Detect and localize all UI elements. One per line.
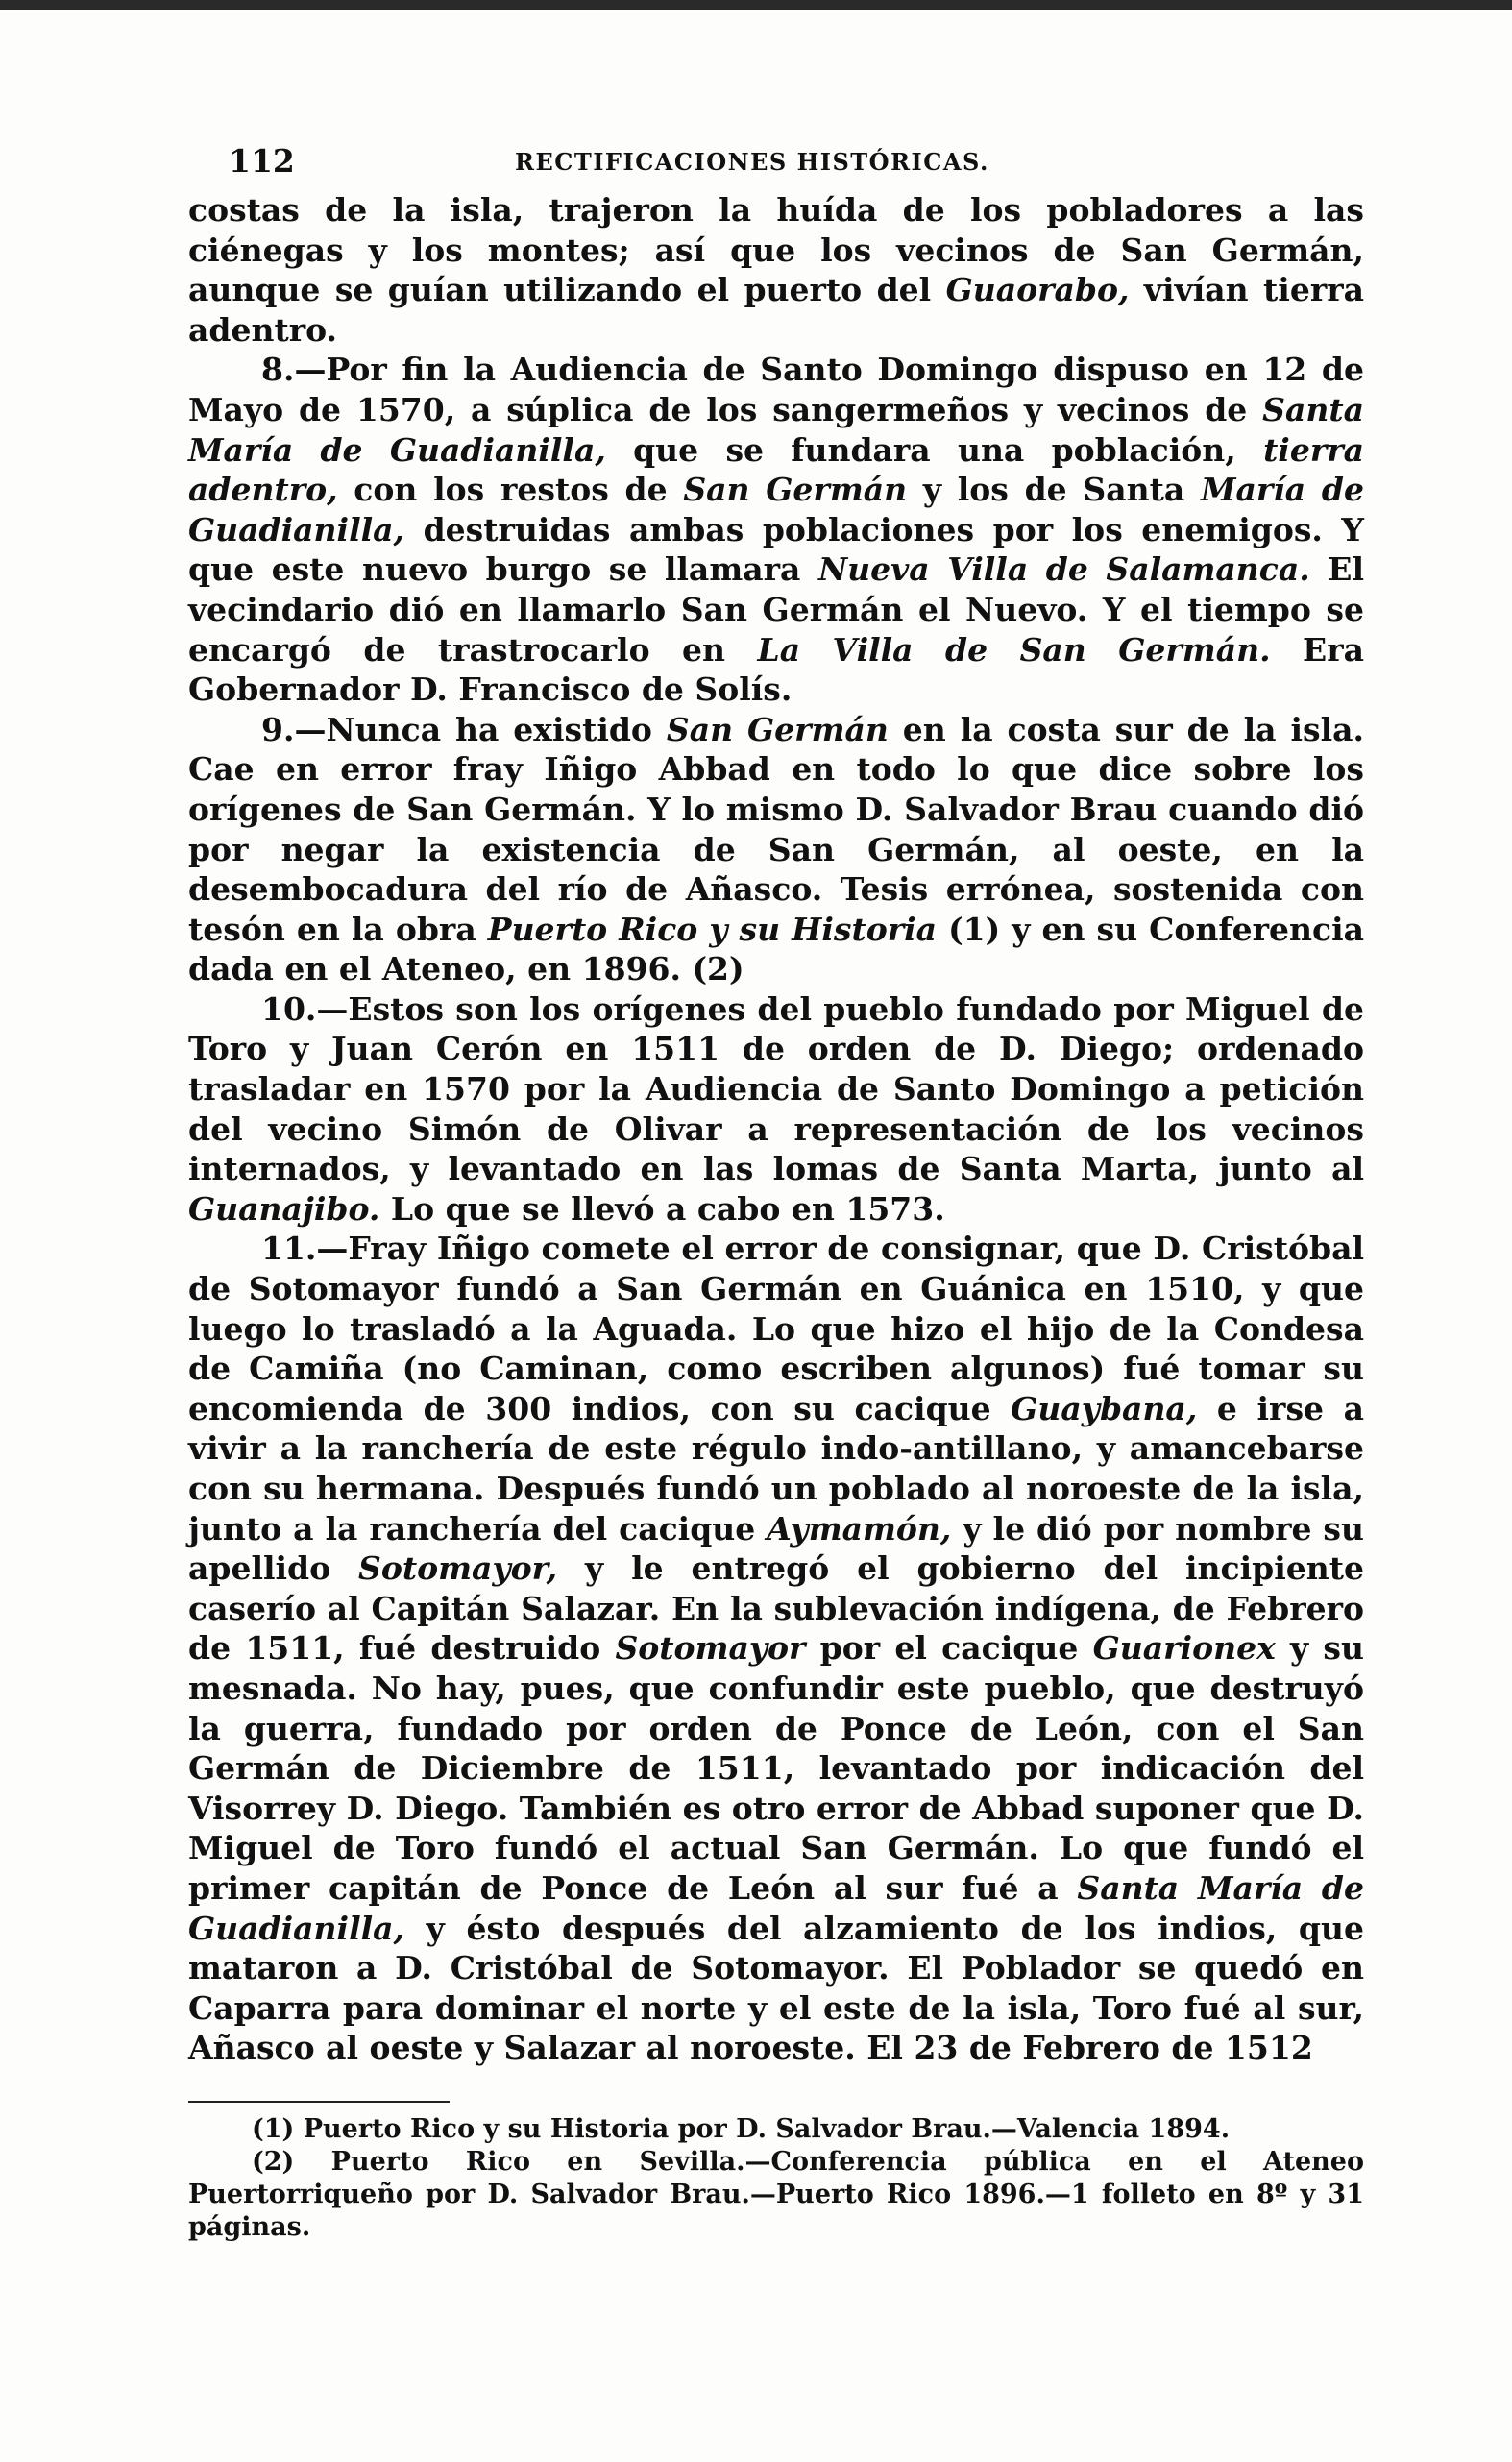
text-span: y los de Santa bbox=[907, 471, 1201, 509]
italic-span: Sotomayor bbox=[615, 1629, 806, 1668]
italic-span: Puerto Rico y su Historia bbox=[487, 910, 938, 948]
text-span: con los restos de bbox=[337, 471, 684, 509]
body-text bbox=[188, 190, 1364, 2068]
italic-span: Guanajibo. bbox=[188, 1189, 380, 1228]
text-span: 11.—Fray Iñigo comete el error de consignar, que D. Cristóbal de Sotomayor fundó a San Germán en Guánica en 1510, y que luego lo trasladó a la Aguada. Lo que hizo el hijo de la Condesa de Camiña (no Caminan, como escriben algunos) fué tomar su encomienda de 300 indios, con su cacique bbox=[188, 1230, 1364, 1427]
italic-span: Guarionex bbox=[1092, 1629, 1276, 1668]
paragraph bbox=[188, 350, 1364, 709]
text-span: en la costa sur de la isla. Cae en error fray Iñigo Abbad en todo lo que dice sobre los orígenes de San Germán. Y lo mismo D. Salvador Brau cuando dió por negar la existencia de San Germán, al oeste, en la desembocadura del río de Añasco. Tesis errónea, sostenida con tesón en la obra bbox=[188, 710, 1364, 948]
running-title: RECTIFICACIONES HISTÓRICAS. bbox=[515, 148, 989, 176]
italic-span: La Villa de San Germán. bbox=[757, 630, 1271, 669]
text-span: y le dió por nombre su apellido bbox=[188, 1509, 1364, 1588]
paragraph bbox=[188, 710, 1364, 989]
text-span: y ésto después del alzamiento de los indios, que mataron a D. Cristóbal de Sotomayor. El Poblador se quedó en Caparra para dominar el norte y el este de la isla, Toro fué al sur, Añasco al oeste y Salazar al noroeste. El 23 de Febrero de 1512 bbox=[188, 1909, 1364, 2067]
italic-span: Santa María de Guadianilla, bbox=[188, 1868, 1364, 1947]
footnote-rule bbox=[188, 2101, 450, 2103]
italic-span: San Germán bbox=[666, 710, 889, 748]
footnote-1: (1) Puerto Rico y su Historia por D. Salvador Brau.—Valencia 1894. bbox=[252, 2114, 1231, 2144]
footnotes bbox=[188, 2113, 1364, 2244]
italic-span: María de Guadianilla, bbox=[188, 471, 1364, 548]
italic-span: Nueva Villa de Salamanca. bbox=[817, 550, 1310, 589]
text-span: Era Gobernador D. Francisco de Solís. bbox=[188, 630, 1364, 709]
italic-span: tierra adentro, bbox=[188, 430, 1364, 509]
text-span: e irse a vivir a la ranchería de este régulo indo-antillano, y amancebarse con su hermana. Después fundó un poblado al noroeste de la isla, junto a la ranchería del cacique bbox=[188, 1389, 1365, 1548]
text-span: El vecindario dió en llamarlo San Germán el Nuevo. Y el tiempo se encargó de trastrocarlo en bbox=[188, 550, 1364, 669]
text-span: 9.—Nunca ha existido bbox=[261, 710, 667, 748]
italic-span: San Germán bbox=[683, 471, 908, 509]
text-span: (1) y en su Conferencia dada en el Ateneo, en 1896. (2) bbox=[188, 910, 1365, 988]
paragraph bbox=[188, 989, 1364, 1230]
text-span: destruidas ambas poblaciones por los enemigos. Y que este nuevo burgo se llamara bbox=[188, 510, 1364, 589]
footnote-2: (2) Puerto Rico en Sevilla.—Conferencia pública en el Ateneo Puertorriqueño por D. Salvador Brau.—Puerto Rico 1896.—1 folleto en 8º y 31 páginas. bbox=[188, 2147, 1364, 2242]
italic-span: Santa María de Guadianilla, bbox=[188, 390, 1364, 469]
italic-span: Sotomayor, bbox=[358, 1549, 558, 1588]
paragraph bbox=[188, 190, 1364, 350]
text-span: 10.—Estos son los orígenes del pueblo fundado por Miguel de Toro y Juan Cerón en 1511 de orden de D. Diego; ordenado trasladar en 1570 por la Audiencia de Santo Domingo a petición del vecino Simón de Olivar a representación de los vecinos internados, y levantado en las lomas de Santa Marta, junto al bbox=[188, 989, 1364, 1188]
italic-span: Aymamón, bbox=[767, 1509, 952, 1548]
page-number: 112 bbox=[229, 142, 295, 180]
text-span: vivían tierra adentro. bbox=[188, 271, 1364, 349]
text-span: y su mesnada. No hay, pues, que confundir este pueblo, que destruyó la guerra, fundado por orden de Ponce de León, con el San Germán de Diciembre de 1511, levantado por indicación del Visorrey D. Diego. También es otro error de Abbad suponer que D. Miguel de Toro fundó el actual San Germán. Lo que fundó el primer capitán de Ponce de León al sur fué a bbox=[188, 1629, 1364, 1907]
paragraph bbox=[188, 1229, 1364, 2067]
text-span: que se fundara una población, bbox=[605, 430, 1264, 469]
text-span: 8.—Por fin la Audiencia de Santo Domingo dispuso en 12 de Mayo de 1570, a súplica de los sangermeños y vecinos de bbox=[188, 351, 1364, 428]
text-span: costas de la isla, trajeron la huída de los pobladores a las ciénegas y los montes; así que los vecinos de San Germán, aunque se guían utilizando el puerto del bbox=[188, 191, 1364, 309]
text-span: Lo que se llevó a cabo en 1573. bbox=[379, 1189, 945, 1228]
text-span: por el cacique bbox=[805, 1629, 1093, 1668]
italic-span: Guaorabo, bbox=[945, 271, 1130, 309]
text-span: y le entregó el gobierno del incipiente caserío al Capitán Salazar. En la sublevación indígena, de Febrero de 1511, fué destruido bbox=[188, 1549, 1364, 1668]
italic-span: Guaybana, bbox=[1011, 1389, 1198, 1427]
scan-top-edge bbox=[0, 0, 1512, 10]
page-header bbox=[188, 142, 1345, 184]
